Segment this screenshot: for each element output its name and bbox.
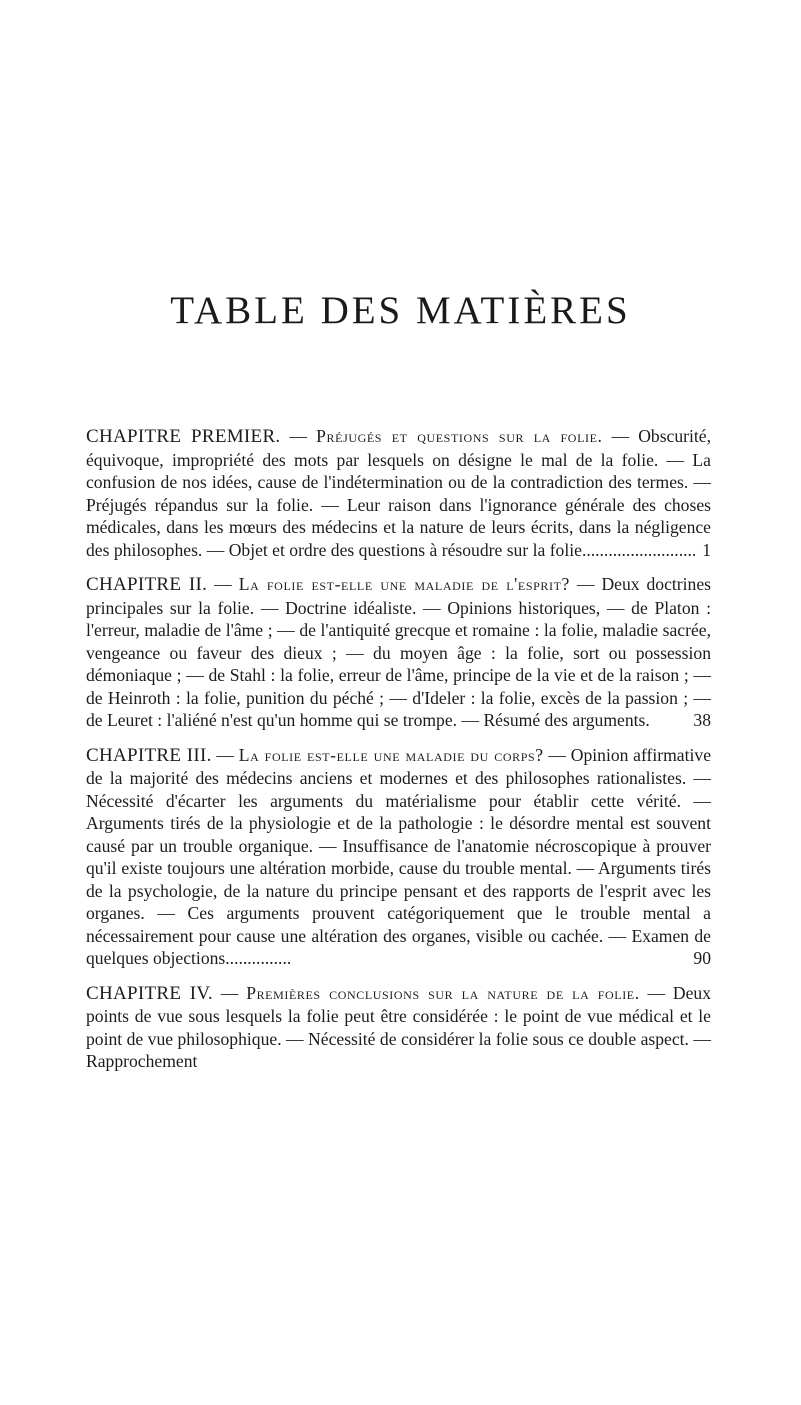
- table-of-contents: [86, 425, 711, 1085]
- chapter-title: La folie est-elle une maladie du corps?: [238, 744, 544, 765]
- separator: —: [211, 744, 239, 765]
- chapter-title: Premières conclusions sur la nature de la folie.: [246, 982, 640, 1003]
- dot-leader: ...............: [225, 948, 292, 968]
- dot-leader: ..........................: [581, 539, 697, 560]
- chapter-summary: — Obscurité, équivoque, impropriété des mots par lesquels on désigne le mal de la folie. — La confusion de nos idées, cause de l'indétermination ou de la contradiction des termes. — Préjugés répandus sur la folie. — Leur raison dans l'ignorance générale des choses médicales, dans les mœurs des médecins et la nature de leurs écrits, dans la négligence des philosophes. — Objet et ordre des questions à résoudre sur la folie: [86, 426, 711, 560]
- chapter-title: Préjugés et questions sur la folie.: [316, 426, 603, 446]
- chapter-heading: CHAPITRE II.: [86, 574, 208, 595]
- chapter-heading: CHAPITRE PREMIER.: [86, 426, 281, 447]
- toc-entry-chapter-3: [86, 744, 711, 970]
- page-number: 90: [693, 948, 711, 968]
- toc-entry-chapter-1: [86, 425, 711, 561]
- chapter-summary: — Deux doctrines principales sur la folie. — Doctrine idéaliste. — Opinions historiques, — de Platon : l'erreur, maladie de l'âme ; — de l'antiquité grecque et romaine : la folie, maladie sacrée, vengeance ou faveur des dieux ; — du moyen âge : la folie, sort ou possession démoniaque ; — de Stahl : la folie, erreur de l'âme, principe de la vie et de la raison ; — de Heinroth : la folie, punition du péché ; — d'Ideler : la folie, excès de la passion ; — de Leuret : l'aliéné n'est qu'un homme qui se trompe. — Résumé des arguments.: [86, 574, 711, 730]
- toc-entry-chapter-4: [86, 982, 711, 1073]
- page-number: 1: [702, 539, 711, 560]
- chapter-title: La folie est-elle une maladie de l'esprit?: [238, 574, 570, 594]
- toc-entry-chapter-2: [86, 573, 711, 732]
- chapter-heading: CHAPITRE III.: [86, 744, 212, 766]
- separator: —: [213, 982, 247, 1003]
- chapter-summary: — Deux points de vue sous lesquels la folie peut être considérée : le point de vue médical et le point de vue philosophique. — Nécessité de considérer la folie sous ce double aspect. — Rapprochement: [86, 982, 712, 1071]
- chapter-summary: — Opinion affirmative de la majorité des médecins anciens et modernes et des philosophes rationalistes. — Nécessité d'écarter les arguments du matérialisme pour établir cette vérité. — Arguments tirés de la physiologie et de la pathologie : le désordre mental est souvent causé par un trouble organique. — Insuffisance de l'anatomie nécroscopique à prouver qu'il existe toujours une altération morbide, cause du trouble mental. — Arguments tirés de la psychologie, de la nature du principe pensant et des rapports de l'esprit avec les organes. — Ces arguments prouvent catégoriquement que le trouble mental a nécessairement pour cause une altération des organes, visible ou cachée. — Examen de quelques objections: [86, 744, 712, 968]
- page-title: TABLE DES MATIÈRES: [170, 289, 631, 332]
- separator: —: [280, 426, 317, 446]
- separator: —: [207, 574, 239, 594]
- page-number: 38: [693, 710, 711, 730]
- chapter-heading: CHAPITRE IV.: [86, 982, 213, 1004]
